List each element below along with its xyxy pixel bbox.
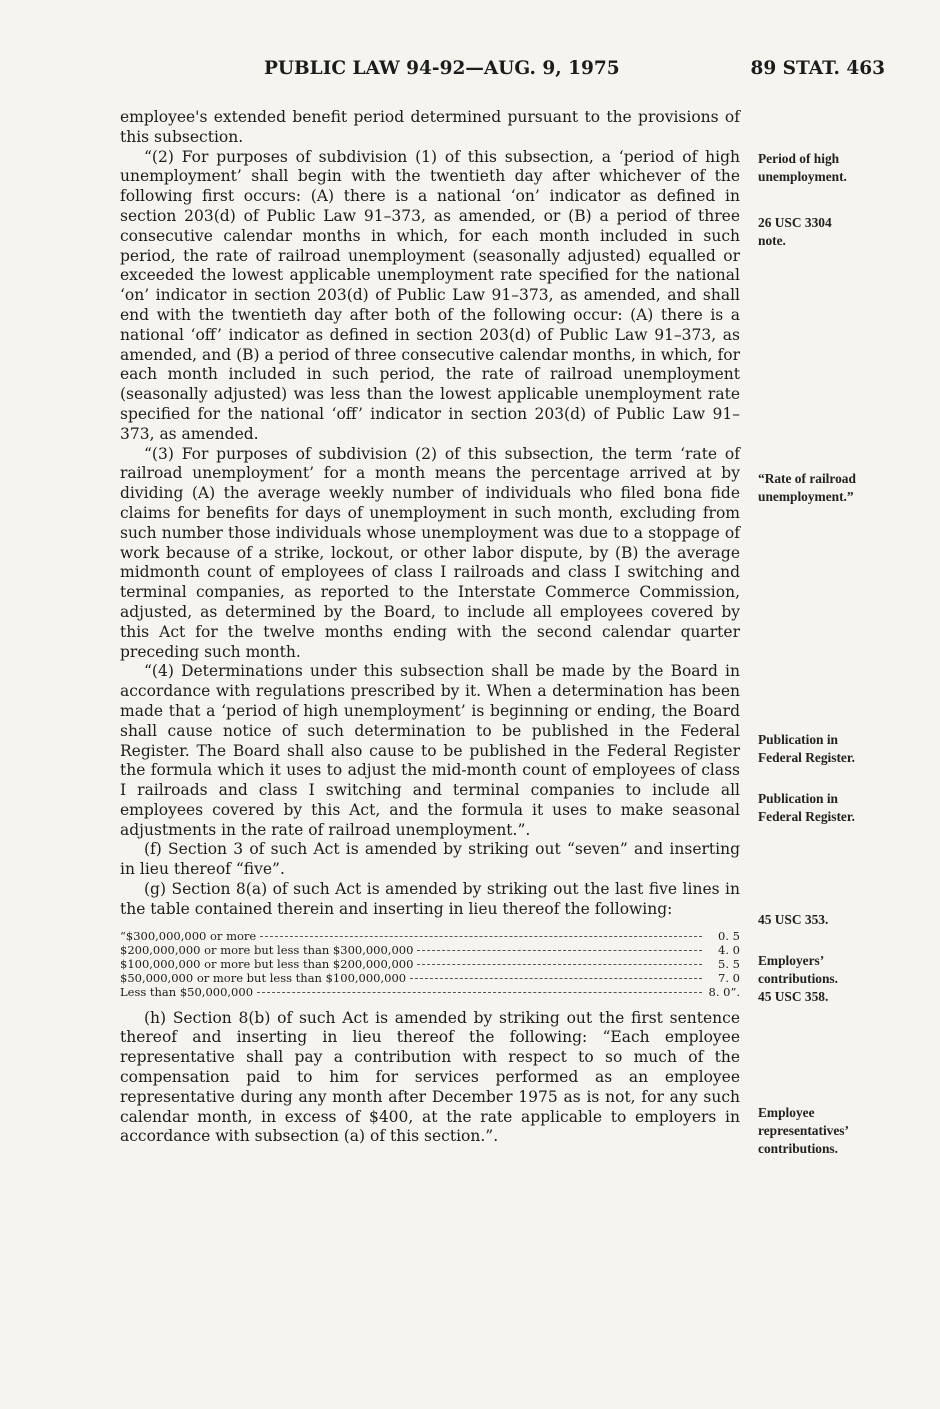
- dot-leader: [417, 964, 702, 965]
- margin-note-line: contributions.: [758, 1141, 838, 1156]
- table-row: [120, 985, 740, 999]
- margin-note-line: Federal Register.: [758, 809, 855, 824]
- contribution-rate-table: [120, 929, 740, 999]
- margin-note-period-of-high-unemployment: [758, 150, 908, 186]
- dot-leader: [257, 992, 702, 993]
- paragraph-subdivision-3: “(3) For purposes of subdivision (2) of this subsection, the term ‘rate of railroad unemployment’ for a month means the percentage arrived at by dividing (A) the average weekly number of individuals who filed bona fide claims for benefits for days of unemployment in such month, excluding from such number those individuals whose unemployment was due to a stoppage of work because of a strike, lockout, or other labor dispute, by (B) the average midmonth count of employees of class I railroads and class I switching and terminal companies, as reported to the Interstate Commerce Commission, adjusted, as determined by the Board, to include all employees covered by this Act for the twelve months ending with the second calendar quarter preceding such month.: [120, 444, 740, 661]
- margin-note-line: representatives’: [758, 1123, 849, 1138]
- margin-note-line: contributions.: [758, 971, 838, 986]
- table-row-value: 4. 0: [718, 942, 740, 957]
- dot-leader: [410, 978, 702, 979]
- dot-leader: [260, 936, 702, 937]
- table-row-value: 7. 0: [718, 970, 740, 985]
- margin-note-26-usc-3304: [758, 214, 908, 250]
- table-row-label: “$300,000,000 or more: [120, 928, 257, 943]
- dot-leader: [417, 950, 702, 951]
- margin-note-line: 26 USC 3304: [758, 215, 832, 230]
- paragraph-continuation: employee's extended benefit period determined pursuant to the provisions of this subsection.: [120, 108, 740, 146]
- margin-note-line: Period of high: [758, 151, 840, 166]
- margin-note-line: 45 USC 358.: [758, 989, 829, 1004]
- margin-note-publication-in-federal-register-1: [758, 731, 908, 767]
- table-row-label: $50,000,000 or more but less than $100,000,000: [120, 970, 407, 985]
- margin-note-line: Publication in: [758, 732, 838, 747]
- margin-note-rate-of-railroad-unemployment: [758, 470, 908, 506]
- paragraph-subdivision-4: “(4) Determinations under this subsection shall be made by the Board in accordance with regulations prescribed by it. When a determination has been made that a ‘period of high unemployment’ is beginning or ending, the Board shall cause notice of such determination to be published in the Federal Register. The Board shall also cause to be published in the Federal Register the formula which it uses to adjust the mid-month count of employees of class I railroads and class I switching and terminal companies to include all employees covered by this Act, and the formula it uses to make seasonal adjustments in the rate of railroad unemployment.”.: [120, 662, 740, 839]
- table-row-value: 5. 5: [718, 956, 740, 971]
- margin-note-line: unemployment.: [758, 169, 847, 184]
- margin-note-line: Publication in: [758, 791, 838, 806]
- table-row-label: Less than $50,000,000: [120, 984, 254, 999]
- table-row: [120, 957, 740, 971]
- paragraph-subdivision-2: “(2) For purposes of subdivision (1) of this subsection, a ‘period of high unemployment’ shall begin with the twentieth day after whichever of the following first occurs: (A) there is a national ‘on’ indicator as defined in section 203(d) of Public Law 91–373, as amended, or (B) a period of three consecutive calendar months in which, for each month included in such period, the rate of railroad unemployment (seasonally adjusted) equalled or exceeded the lowest applicable unemployment rate specified for the national ‘on’ indicator in section 203(d) of Public Law 91–373, as amended, and shall end with the twentieth day after both of the following occur: (A) there is a national ‘off’ indicator as defined in section 203(d) of Public Law 91–373, as amended, and (B) a period of three consecutive calendar months, in which, for each month included in such period, the rate of railroad unemployment (seasonally adjusted) was less than the lowest applicable unemployment rate specified for the national ‘off’ indicator in section 203(d) of Public Law 91–373, as amended.: [120, 147, 740, 443]
- margin-note-employers-contributions: [758, 952, 908, 1006]
- margin-note-line: Employee: [758, 1105, 815, 1120]
- table-row: [120, 943, 740, 957]
- margin-note-line: note.: [758, 233, 786, 248]
- margin-note-line: unemployment.”: [758, 489, 854, 504]
- margin-note-line: Federal Register.: [758, 750, 855, 765]
- table-row-label: $100,000,000 or more but less than $200,000,000: [120, 956, 414, 971]
- paragraph-section-f: (f) Section 3 of such Act is amended by striking out “seven” and inserting in lieu thereof “five”.: [120, 840, 740, 879]
- table-row-value: 0. 5: [718, 928, 740, 943]
- table-row: [120, 929, 740, 943]
- margin-note-employee-representatives-contributions: [758, 1104, 908, 1158]
- body-text: [120, 108, 740, 1147]
- margin-note-45-usc-353: [758, 911, 908, 929]
- running-title: PUBLIC LAW 94-92—AUG. 9, 1975: [264, 58, 620, 79]
- table-row-value: 8. 0”.: [708, 984, 740, 999]
- margin-note-line: Employers’: [758, 953, 825, 968]
- margin-note-line: 45 USC 353.: [758, 912, 829, 927]
- paragraph-section-h: (h) Section 8(b) of such Act is amended by striking out the first sentence thereof and inserting in lieu thereof the following: “Each employee representative shall pay a contribution with respect to so much of the compensation paid to him for services performed as an employee representative during any month after December 1975 as is not, for any such calendar month, in excess of $400, at the rate applicable to employers in accordance with subsection (a) of this section.”.: [120, 1008, 740, 1146]
- margin-note-line: “Rate of railroad: [758, 471, 856, 486]
- statute-page-number: 89 STAT. 463: [750, 58, 885, 79]
- margin-note-publication-in-federal-register-2: [758, 790, 908, 826]
- page-header: [120, 58, 885, 88]
- paragraph-section-g: (g) Section 8(a) of such Act is amended by striking out the last five lines in the table contained therein and inserting in lieu thereof the following:: [120, 880, 740, 918]
- table-row-label: $200,000,000 or more but less than $300,000,000: [120, 942, 414, 957]
- table-row: [120, 971, 740, 985]
